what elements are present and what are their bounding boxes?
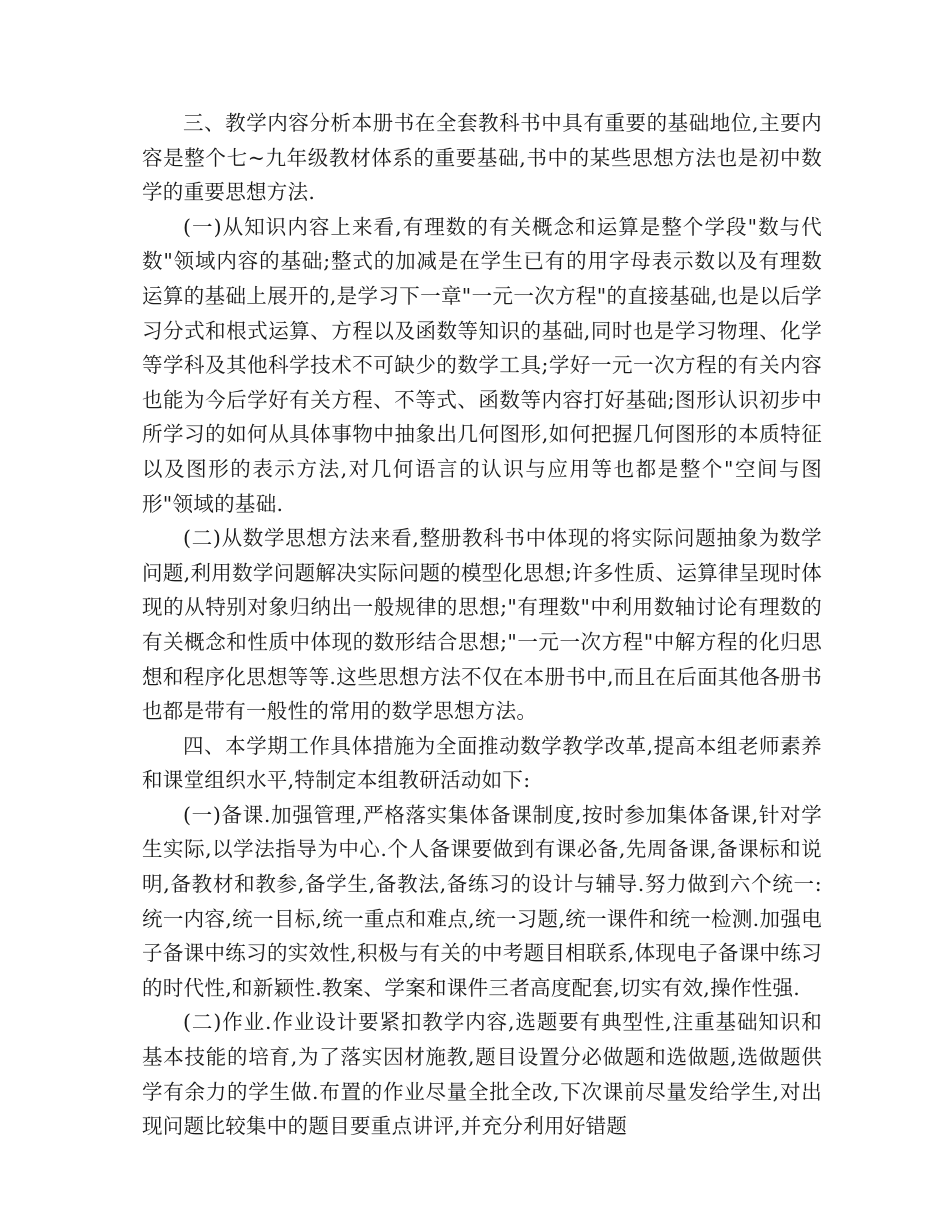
paragraph-homework: (二)作业.作业设计要紧扣教学内容,选题要有典型性,注重基础知识和基本技能的培育,为了落实因材施教,题目设置分必做题和选做题,选做题供学有余力的学生做.布置的作业尽量全批全改,下次课前尽量发给学生,对出现问题比较集中的题目要重点讲评,并充分利用好错题 (142, 1010, 822, 1139)
paragraph-lesson-preparation: (一)备课.加强管理,严格落实集体备课制度,按时参加集体备课,针对学生实际,以学法指导为中心.个人备课要做到有课必备,先周备课,备课标和说明,备教材和教参,备学生,备教法,备练习的设计与辅导.努力做到六个统一:统一内容,统一目标,统一重点和难点,统一习题,统一课件和统一检测.加强电子备课中练习的实效性,积极与有关的中考题目相联系,体现电子备课中练习的时代性,和新颖性.教案、学案和课件三者高度配套,切实有效,操作性强. (142, 802, 822, 1000)
paragraph-section-three: 三、教学内容分析本册书在全套教科书中具有重要的基础地位,主要内容是整个七~九年级教材体系的重要基础,书中的某些思想方法也是初中数学的重要思想方法. (142, 111, 822, 205)
document-body (142, 106, 822, 1144)
paragraph-section-four: 四、本学期工作具体措施为全面推动数学教学改革,提高本组老师素养和课堂组织水平,特制定本组教研活动如下: (142, 733, 822, 793)
paragraph-thinking-methods: (二)从数学思想方法来看,整册教科书中体现的将实际问题抽象为数学问题,利用数学问题解决实际问题的模型化思想;许多性质、运算律呈现时体现的从特别对象归纳出一般规律的思想;"有理数"中利用数轴讨论有理数的有关概念和性质中体现的数形结合思想;"一元一次方程"中解方程的化归思想和程序化思想等等.这些思想方法不仅在本册书中,而且在后面其他各册书也都是带有一般性的常用的数学思想方法。 (142, 526, 822, 724)
paragraph-knowledge-content: (一)从知识内容上来看,有理数的有关概念和运算是整个学段"数与代数"领域内容的基础;整式的加减是在学生已有的用字母表示数以及有理数运算的基础上展开的,是学习下一章"一元一次方程"的直接基础,也是以后学习分式和根式运算、方程以及函数等知识的基础,同时也是学习物理、化学等学科及其他科学技术不可缺少的数学工具;学好一元一次方程的有关内容也能为今后学好有关方程、不等式、函数等内容打好基础;图形认识初步中所学习的如何从具体事物中抽象出几何图形,如何把握几何图形的本质特征以及图形的表示方法,对几何语言的认识与应用等也都是整个"空间与图形"领域的基础. (142, 214, 822, 516)
